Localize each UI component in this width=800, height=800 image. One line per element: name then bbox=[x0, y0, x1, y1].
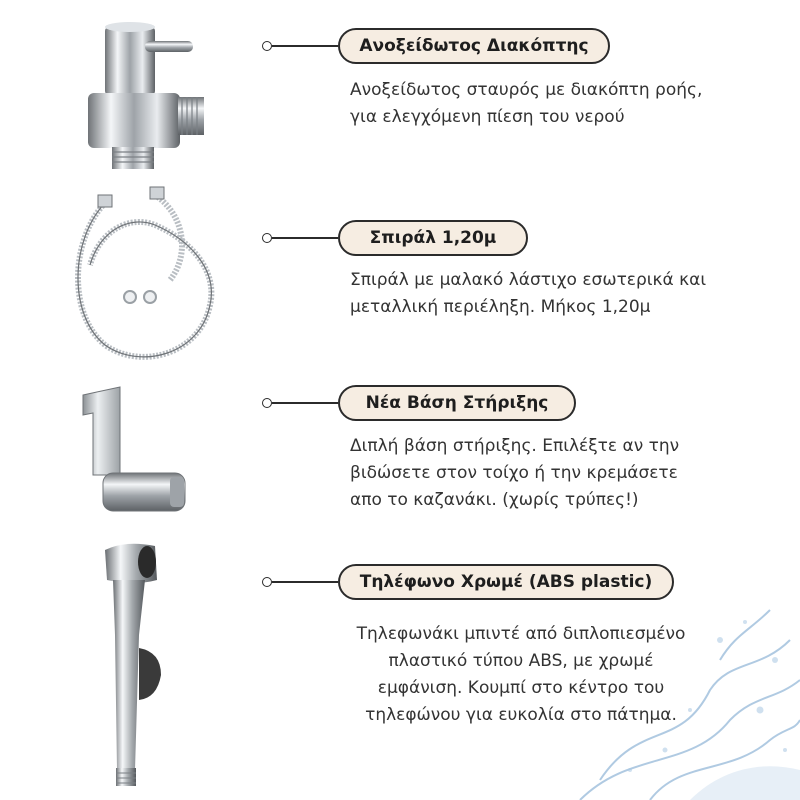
connector-line bbox=[272, 581, 338, 583]
description-line: βιδώσετε στον τοίχο ή την κρεμάσετε bbox=[350, 463, 678, 483]
feature-title-spiral-hose: Σπιράλ 1,20μ bbox=[338, 220, 528, 256]
diverter-valve-image bbox=[50, 15, 220, 180]
holder-bracket-image bbox=[75, 385, 195, 520]
feature-title-hand-shower: Τηλέφωνο Χρωμέ (ABS plastic) bbox=[338, 564, 674, 600]
connector-line bbox=[272, 402, 338, 404]
connector-dot bbox=[262, 41, 272, 51]
feature-description bbox=[350, 433, 679, 514]
feature-description bbox=[336, 621, 706, 729]
hand-shower-image bbox=[95, 540, 175, 790]
description-line: Σπιράλ με μαλακό λάστιχο εσωτερικά και bbox=[350, 270, 707, 290]
description-line: εμφάνιση. Κουμπί στο κέντρο του bbox=[377, 678, 665, 698]
description-line: Τηλεφωνάκι μπιντέ από διπλοπιεσμένο bbox=[356, 624, 686, 644]
connector-line bbox=[272, 237, 338, 239]
feature-description bbox=[350, 77, 702, 131]
description-line: τηλεφώνου για ευκολία στο πάτημα. bbox=[365, 705, 677, 725]
connector-dot bbox=[262, 233, 272, 243]
feature-title-stainless-valve: Ανοξείδωτος Διακόπτης bbox=[338, 28, 610, 64]
description-line: Ανοξείδωτος σταυρός με διακόπτη ροής, bbox=[350, 80, 703, 100]
description-line: απο το καζανάκι. (χωρίς τρύπες!) bbox=[350, 490, 639, 510]
connector-line bbox=[272, 45, 338, 47]
description-line: μεταλλική περιέληξη. Μήκος 1,20μ bbox=[350, 297, 651, 317]
connector-dot bbox=[262, 577, 272, 587]
feature-description bbox=[350, 267, 706, 321]
description-line: για ελεγχόμενη πίεση του νερού bbox=[350, 107, 625, 127]
feature-title-holder-bracket: Νέα Βάση Στήριξης bbox=[338, 385, 576, 421]
description-line: πλαστικό τύπου ABS, με χρωμέ bbox=[388, 651, 654, 671]
connector-dot bbox=[262, 398, 272, 408]
description-line: Διπλή βάση στήριξης. Επιλέξτε αν την bbox=[350, 436, 680, 456]
spiral-hose-image bbox=[60, 185, 230, 365]
